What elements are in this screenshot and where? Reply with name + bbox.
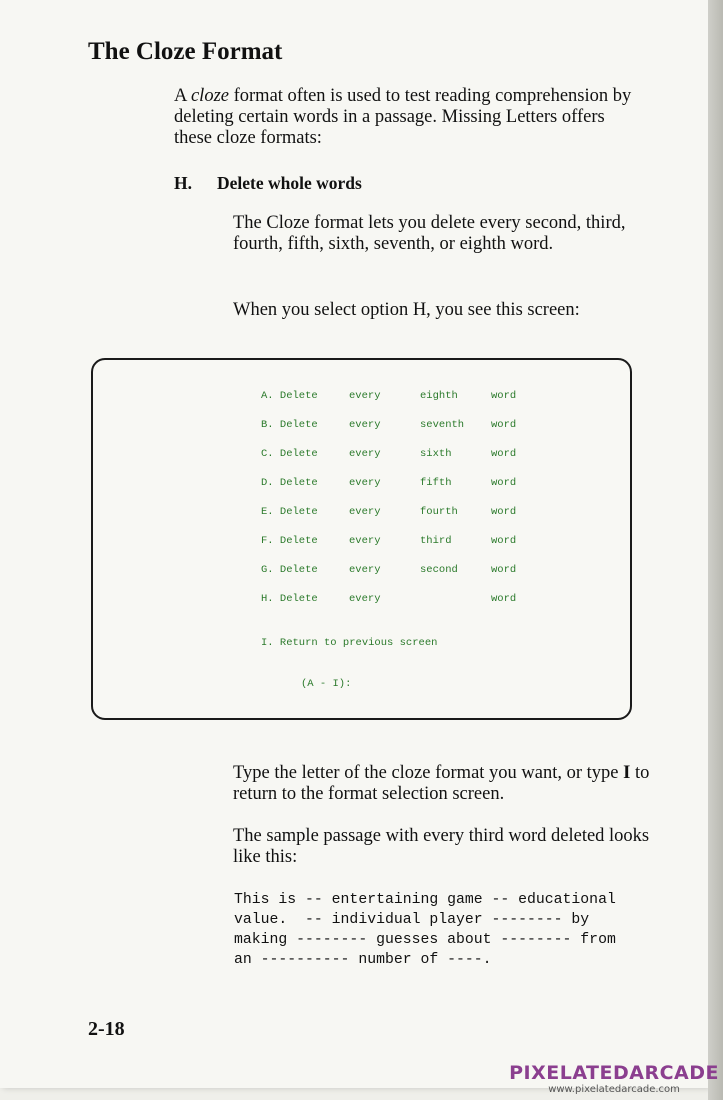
item-every: every [349,419,381,431]
menu-item-a [261,390,516,403]
item-every: every [349,390,381,402]
instruction-text-end: to return to the format selection screen. [233,763,650,804]
item-every: every [349,448,381,460]
sample-line: making -------- guesses about -------- from [234,932,616,948]
watermark-url: www.pixelatedarcade.com [548,1084,680,1095]
menu-item-d [261,477,516,490]
item-ordinal: fourth [420,506,458,518]
item-ordinal: second [420,564,458,576]
menu-item-return: I. Return to previous screen [261,637,438,649]
item-ordinal: third [420,535,452,547]
section-title: Delete whole words [217,173,362,193]
item-every: every [349,593,381,605]
item-label: D. Delete [261,477,318,489]
item-label: A. Delete [261,390,318,402]
intro-emphasis: cloze [190,86,229,106]
sample-line: value. -- individual player -------- by [234,912,590,928]
watermark [509,1062,719,1095]
menu-item-c [261,448,516,461]
screen-illustration [91,358,632,720]
item-ordinal: sixth [420,448,452,460]
section-heading [174,172,362,194]
item-label: H. Delete [261,593,318,605]
item-ordinal: eighth [420,390,458,402]
sample-line: an ---------- number of ----. [234,952,492,968]
item-word: word [491,564,517,576]
item-word: word [491,390,517,402]
menu-item-e [261,506,516,519]
page-edge [708,0,723,1100]
item-ordinal: fifth [420,477,452,489]
item-label: F. Delete [261,535,318,547]
sample-line: This is -- entertaining game -- educational [234,892,616,908]
item-word: word [491,419,517,431]
sample-passage [234,890,616,970]
selection-prompt: (A - I): [301,678,352,690]
item-every: every [349,506,381,518]
item-word: word [491,477,517,489]
page-title: The Cloze Format [88,38,283,65]
screen-intro: When you select option H, you see this screen: [233,300,580,320]
instruction-key: I [623,763,631,783]
item-word: word [491,506,517,518]
item-label: E. Delete [261,506,318,518]
item-every: every [349,564,381,576]
intro-text-end: format often is used to test reading comprehension by deleting certain words in a passage. Missing Letters offers these cloze formats: [174,86,632,148]
menu-item-b [261,419,516,432]
sample-intro: The sample passage with every third word deleted looks like this: [233,826,650,867]
cloze-description: The Cloze format lets you delete every second, third, fourth, fifth, sixth, seventh, or eighth word. [233,213,626,254]
item-word: word [491,593,517,605]
intro-text-start: A [174,86,191,106]
section-letter: H. [174,173,192,193]
item-word: word [491,535,517,547]
watermark-title: PIXELATEDARCADE [509,1062,719,1084]
menu-item-h [261,593,516,606]
item-every: every [349,535,381,547]
item-word: word [491,448,517,460]
item-ordinal: seventh [420,419,465,431]
instruction-paragraph [233,763,653,805]
intro-paragraph [174,86,644,149]
item-label: C. Delete [261,448,318,460]
menu-item-f [261,535,516,548]
page-number: 2-18 [88,1018,125,1040]
instruction-text-start: Type the letter of the cloze format you want, or type [233,763,624,783]
item-label: G. Delete [261,564,318,576]
menu-item-g [261,564,516,577]
item-label: B. Delete [261,419,318,431]
item-every: every [349,477,381,489]
